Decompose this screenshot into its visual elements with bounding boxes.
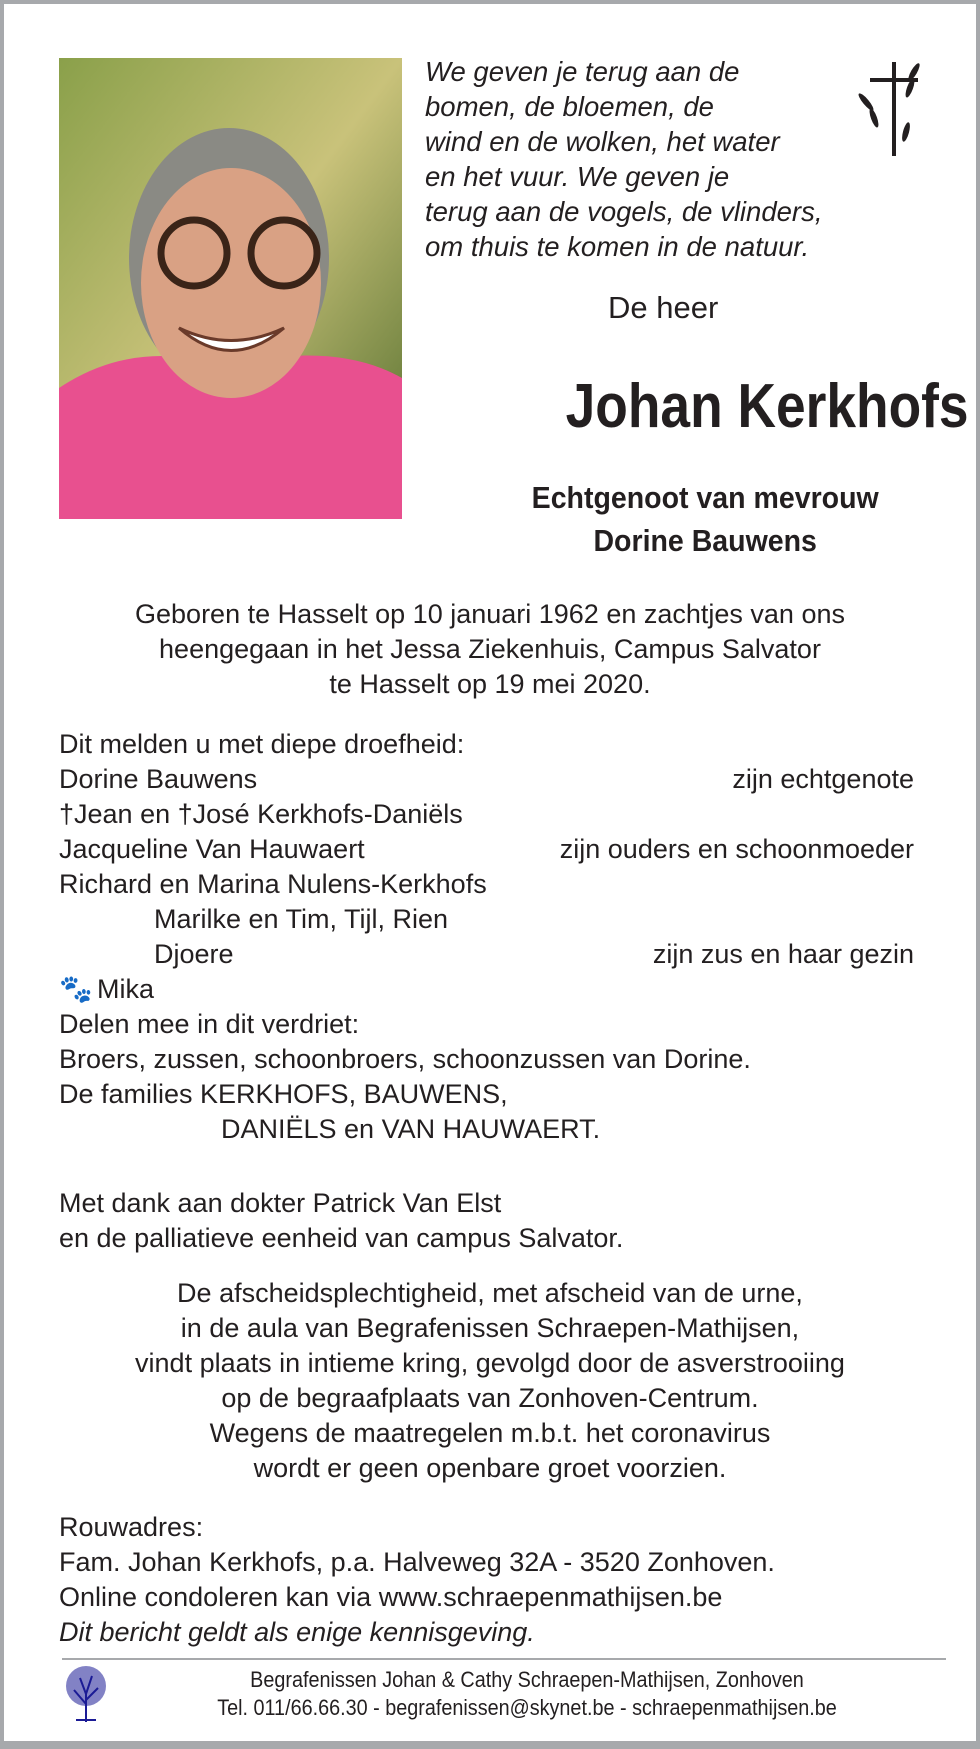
family-relation: zijn ouders en schoonmoeder xyxy=(559,834,914,864)
poem-line: terug aan de vogels, de vlinders, xyxy=(425,196,823,227)
portrait-photo xyxy=(59,58,402,519)
deceased-name: Johan Kerkhofs xyxy=(565,372,969,441)
ceremony-line: in de aula van Begrafenissen Schraepen-Mathijsen, xyxy=(180,1313,800,1343)
ceremony-line: Wegens de maatregelen m.b.t. het coronavirus xyxy=(209,1418,771,1448)
funeral-home-name: Begrafenissen Johan & Cathy Schraepen-Mathijsen, Zonhoven xyxy=(250,1667,804,1692)
share-intro: Delen mee in dit verdriet: xyxy=(59,1009,360,1039)
ceremony-line: op de begraafplaats van Zonhoven-Centrum. xyxy=(221,1383,759,1413)
family-name: Richard en Marina Nulens-Kerkhofs xyxy=(59,869,487,899)
poem-line: wind en de wolken, het water xyxy=(425,126,780,157)
poem-line: bomen, de bloemen, de xyxy=(425,91,714,122)
spouse-name: Dorine Bauwens xyxy=(593,523,817,558)
cross-with-wheat-icon xyxy=(852,60,932,158)
thanks-line: Met dank aan dokter Patrick Van Elst xyxy=(59,1188,502,1218)
family-name: Dorine Bauwens xyxy=(59,764,258,794)
online-condolence: Online condoleren kan via www.schraepenmathijsen.be xyxy=(59,1582,723,1612)
address-line: Fam. Johan Kerkhofs, p.a. Halveweg 32A - 3520 Zonhoven. xyxy=(59,1547,775,1577)
ceremony-line: wordt er geen openbare groet voorzien. xyxy=(253,1453,727,1483)
poem-line: en het vuur. We geven je xyxy=(425,161,730,192)
family-relation: zijn echtgenote xyxy=(732,764,914,794)
birth-line: te Hasselt op 19 mei 2020. xyxy=(329,669,651,699)
poem-line: We geven je terug aan de xyxy=(425,56,740,87)
share-line: De families KERKHOFS, BAUWENS, xyxy=(59,1079,508,1109)
family-name: †Jean en †José Kerkhofs-Daniëls xyxy=(59,799,463,829)
family-relation: zijn zus en haar gezin xyxy=(652,939,914,969)
family-name: Marilke en Tim, Tijl, Rien xyxy=(154,904,449,934)
family-name: Jacqueline Van Hauwaert xyxy=(59,834,365,864)
share-line: Broers, zussen, schoonbroers, schoonzussen van Dorine. xyxy=(59,1044,751,1074)
notice-line: Dit bericht geldt als enige kennisgeving. xyxy=(59,1617,535,1647)
family-intro: Dit melden u met diepe droefheid: xyxy=(59,729,465,759)
family-name: Djoere xyxy=(154,939,234,969)
title-prefix: De heer xyxy=(608,290,719,325)
thanks-line: en de palliatieve eenheid van campus Salvator. xyxy=(59,1223,624,1253)
paw-icon: 🐾 xyxy=(59,974,93,1004)
spouse-line: Echtgenoot van mevrouw xyxy=(531,480,879,515)
birth-line: heengegaan in het Jessa Ziekenhuis, Campus Salvator xyxy=(159,634,821,664)
funeral-home-contact: Tel. 011/66.66.30 - begrafenissen@skynet.be - schraepenmathijsen.be xyxy=(217,1695,837,1720)
address-label: Rouwadres: xyxy=(59,1512,204,1542)
family-name: Mika xyxy=(97,974,155,1004)
ceremony-line: vindt plaats in intieme kring, gevolgd door de asverstrooiing xyxy=(135,1348,845,1378)
birth-line: Geboren te Hasselt op 10 januari 1962 en zachtjes van ons xyxy=(135,599,845,629)
poem-line: om thuis te komen in de natuur. xyxy=(425,231,810,262)
tree-logo-icon xyxy=(62,1664,110,1724)
footer-divider xyxy=(62,1658,946,1660)
share-line: DANIËLS en VAN HAUWAERT. xyxy=(221,1114,601,1144)
ceremony-line: De afscheidsplechtigheid, met afscheid van de urne, xyxy=(177,1278,803,1308)
